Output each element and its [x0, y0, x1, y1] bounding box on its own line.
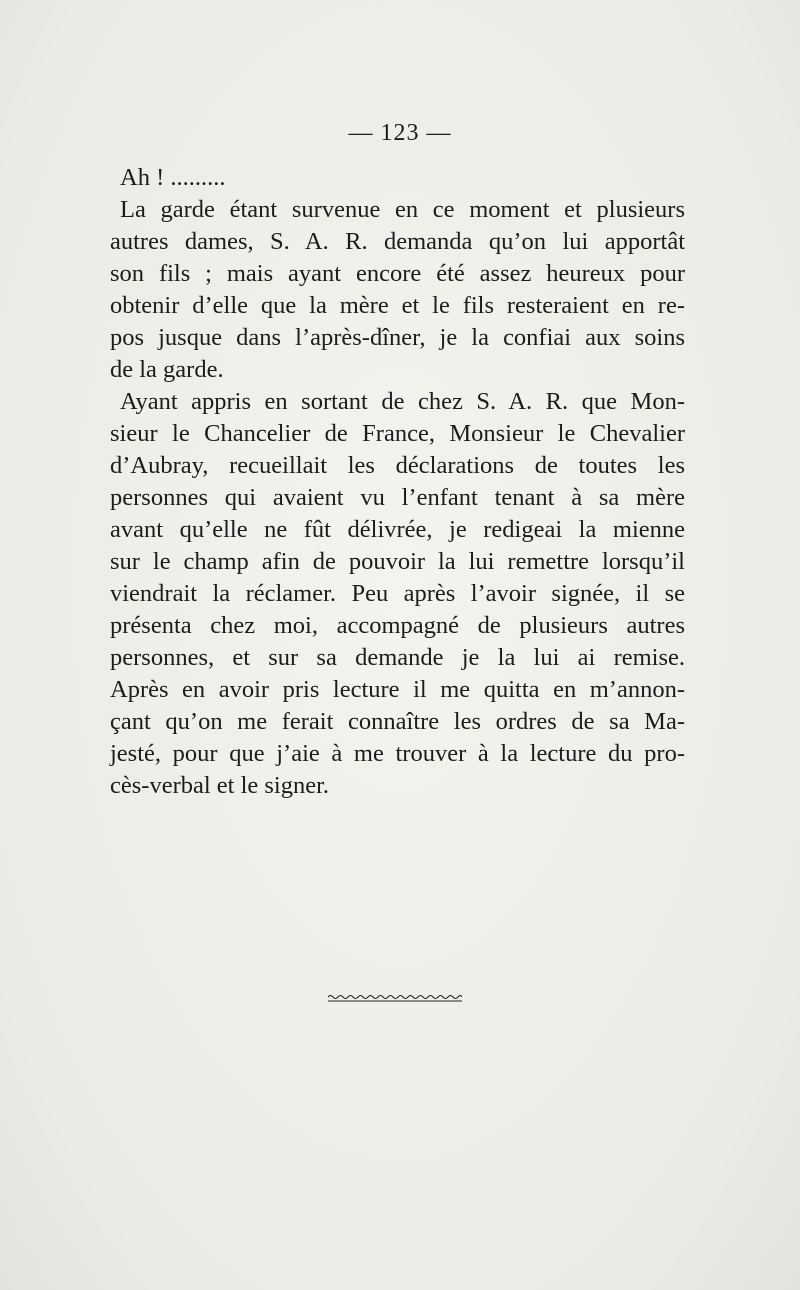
text-line: personnes qui avaient vu l’enfant tenant à sa mère: [110, 484, 685, 511]
body-text: [110, 162, 685, 802]
text-line: cès-verbal et le signer.: [110, 772, 330, 799]
paragraph: [110, 386, 685, 802]
text-line: son fils ; mais ayant encore été assez heureux pour: [110, 260, 685, 287]
text-line: autres dames, S. A. R. demanda qu’on lui apportât: [110, 228, 685, 255]
text-line: avant qu’elle ne fût délivrée, je redigeai la mienne: [110, 516, 685, 543]
paragraph: [110, 162, 685, 194]
text-line: d’Aubray, recueillait les déclarations de toutes les: [110, 452, 685, 479]
text-line: sieur le Chancelier de France, Monsieur le Chevalier: [110, 420, 685, 447]
text-line: sur le champ afin de pouvoir la lui remettre lorsqu’il: [110, 548, 685, 575]
text-line: présenta chez moi, accompagné de plusieurs autres: [110, 612, 685, 639]
text-line: Ah ! .........: [120, 164, 226, 191]
text-line: viendrait la réclamer. Peu après l’avoir signée, il se: [110, 580, 685, 607]
wavy-ornament-divider: [328, 994, 462, 1004]
paragraph: [110, 194, 685, 386]
text-line: Ayant appris en sortant de chez S. A. R. que Mon-: [120, 388, 685, 415]
text-line: La garde étant survenue en ce moment et plusieurs: [120, 196, 685, 223]
text-line: obtenir d’elle que la mère et le fils resteraient en re-: [110, 292, 685, 319]
text-line: pos jusque dans l’après-dîner, je la confiai aux soins: [110, 324, 685, 351]
text-line: personnes, et sur sa demande je la lui ai remise.: [110, 644, 685, 671]
page-number: — 123 —: [348, 120, 452, 146]
text-line: jesté, pour que j’aie à me trouver à la lecture du pro-: [110, 740, 685, 767]
text-line: çant qu’on me ferait connaître les ordres de sa Ma-: [110, 708, 685, 735]
text-line: Après en avoir pris lecture il me quitta en m’annon-: [110, 676, 685, 703]
text-line: de la garde.: [110, 356, 224, 383]
